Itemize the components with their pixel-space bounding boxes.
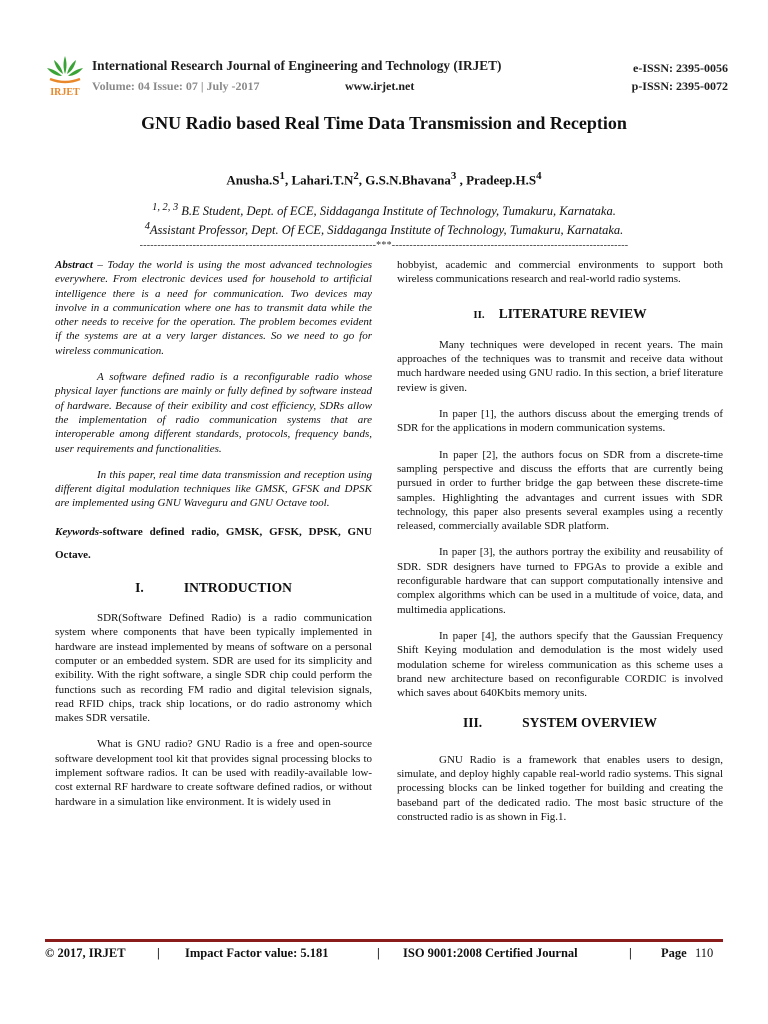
footer-rule [45, 939, 723, 942]
author-sup: 2 [353, 170, 359, 182]
volume-info: Volume: 04 Issue: 07 | July -2017 [92, 79, 260, 93]
affiliation-professor [60, 221, 708, 238]
body-paragraph: hobbyist, academic and commercial environments to support both wireless communications research and real-world radio systems. [397, 259, 723, 286]
body-paragraph: GNU Radio is a framework that enables users to design, simulate, and deploy highly capable real-world radio systems. This signal processing blocks can be linked together for building and creating the baseband part of the dedicated radio. The most basic structure of the constructed radio is as shown in Fig.1. [397, 753, 723, 823]
author-name: Pradeep.H.S [466, 172, 537, 188]
footer-divider: | [377, 946, 380, 960]
body-paragraph: In paper [1], the authors discuss about the emerging trends of SDR for the applications in modern communication systems. [397, 408, 723, 435]
section-heading-system-overview: III. SYSTEM OVERVIEW [462, 715, 658, 731]
irjet-logo-icon [44, 52, 86, 98]
footer-page-label: Page [661, 946, 687, 960]
aff-sup: 1, 2, 3 [152, 202, 179, 213]
body-paragraph: In paper [2], the authors focus on SDR from a discrete-time sampling perspective and discuss the efforts that are currently being pursued in order to further bridge the gap between these discrete-time samples. Highlighting the advantages and current issues with SDR technology, this paper also presents several examples using a recently released, commercially available SDR platform. [397, 448, 723, 533]
section-heading-introduction: I. INTRODUCTION [135, 579, 292, 595]
author-list: $Anusha.S^1$, $Lahari.T.N^2$, G.S.N.Bhavana$^3$ , $Pradeep.H.S^4$ [226, 170, 542, 188]
section-heading-literature-review: II. LITERATURE REVIEW [473, 305, 647, 321]
aff-text: B.E Student, Dept. of ECE, Siddaganga Institute of Technology, Tumakuru, Karnataka. [178, 204, 616, 219]
paper-title: GNU Radio based Real Time Data Transmission and Reception [141, 113, 627, 133]
logo-text: IRJET [50, 87, 80, 98]
keywords: Keywords-software defined radio, GMSK, GFSK, DPSK, GNU Octave. [55, 525, 372, 561]
author-sup: 4 [536, 170, 542, 182]
abstract-paragraph: Abstract – Today the world is using the most advanced technologies everywhere. From electronic devices used for household to artificial intelligence there is a need for communication. Two devices may involve in a communication where one has to transmit data while the other needs to receive for the operation. The problem becomes evident if the systems are at a very larger distances. So we need to go for wireless communication. [55, 259, 372, 357]
author-name: Lahari.T.N [291, 172, 354, 188]
abstract-paragraph: In this paper, real time data transmission and reception using different digital modulation techniques like GMSK, GFSK and DPSK are implemented using GNU Waveguru and GNU Octave tool. [55, 468, 372, 510]
body-paragraph: In paper [4], the authors specify that the Gaussian Frequency Shift Keying modulation and demodulation is the most widely used modulation scheme for wireless communication as this scheme uses a brand new architecture based on reconfigurable CORDIC is involved which saves about 640Kbits memory units. [397, 629, 723, 700]
abstract-paragraph: A software defined radio is a reconfigurable radio whose physical layer functions are mainly or fully defined by software instead of hardware. Because of their exibility and cost efficiency, SDRs allow the implementation of radio communication systems that are interoperable among different standards, protocols, frequency bands, user requirements and functionalities. [55, 371, 372, 455]
journal-name: International Research Journal of Engineering and Technology (IRJET) [92, 58, 502, 73]
body-paragraph: What is GNU radio? GNU Radio is a free and open-source software development tool kit that provides signal processing blocks to implement software radios. It can be used with readily-available low-cost external RF hardware to create software defined radios, or without hardware in a simulation like environment. It is widely used in [55, 738, 372, 808]
body-paragraph: In paper [3], the authors portray the exibility and reusability of SDR. SDR designers have turned to FPGAs to provide a exible and reconfigurable hardware that can support computationally intensive and complex algorithms which can be used in a multitude of voice, data, and multimedia applications. [397, 546, 723, 616]
website-link[interactable]: www.irjet.net [345, 79, 415, 93]
footer-divider: | [629, 946, 632, 960]
author-name: G.S.N.Bhavana [365, 172, 451, 188]
aff-text: Assistant Professor, Dept. Of ECE, Siddaganga Institute of Technology, Tumakuru, Karnataka. [149, 223, 624, 238]
author-name: Anusha.S [226, 172, 280, 188]
keywords-label: Keywords [55, 525, 99, 538]
footer-impact-factor: Impact Factor value: 5.181 [185, 946, 329, 960]
abstract-label: Abstract [55, 259, 93, 271]
e-issn: e-ISSN: 2395-0056 [633, 61, 728, 75]
p-issn: p-ISSN: 2395-0072 [631, 79, 728, 93]
aff-sup: 4 [144, 221, 150, 232]
separator-line: -------------------------------------------------------------------***------------------------------------------------------------------- [139, 240, 629, 251]
footer-divider: | [157, 946, 160, 960]
body-paragraph: Many techniques were developed in recent years. The main approaches of the techniques was to transmit and receive data without much hardware needed using GNU radio. In this section, a brief literature review is given. [397, 338, 723, 394]
right-column [397, 258, 723, 824]
footer-copyright: © 2017, IRJET [45, 946, 126, 960]
body-paragraph: SDR(Software Defined Radio) is a radio communication system where components that have been typically implemented in hardware are instead implemented by means of software on a personal computer or an embedded system. SDR are used for its simplicity and exibility. With the right software, a single SDR chip could perform the functions such as recording FM radio and digital television signals, read RFID chips, track ship locations, or do radio astronomy which makes SDR versatile. [55, 612, 372, 725]
author-sup: 3 [450, 170, 457, 182]
left-column [55, 258, 372, 809]
affiliation-students [60, 202, 708, 219]
footer-iso: ISO 9001:2008 Certified Journal [403, 946, 578, 960]
author-sup: 1 [279, 170, 285, 182]
footer-page-number: 110 [695, 946, 714, 960]
journal-header [44, 52, 728, 98]
